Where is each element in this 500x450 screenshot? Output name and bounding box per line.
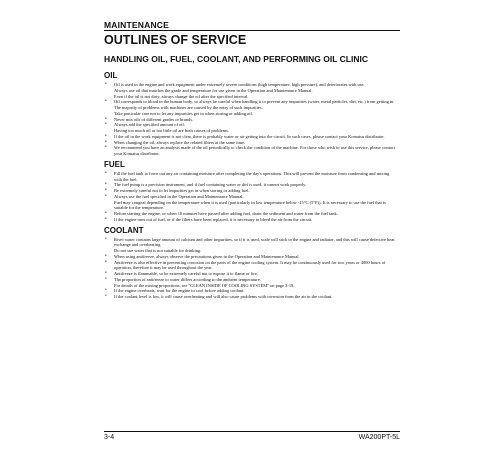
list-item [104,122,398,134]
bullet-text: Take particular care not to let any impurities get in when storing or adding oil. [114,110,253,116]
bullet-text: • Antifreeze is flammable, so be extremely careful not to expose it to flame or fire. [114,271,258,276]
list-item [104,171,398,183]
list-item [104,82,398,99]
bullet-text: • Fill the fuel tank to force out any air containing moisture after completing the day's operations. This will prevent the moisture from condensing and mixing with the fuel. [114,170,390,182]
list-item [104,145,398,157]
section-heading: COOLANT [104,225,144,235]
bullet-text: • Before starting the engine, or when 10 minutes have passed after adding fuel, drain the sediment and water from the fuel tank. [114,211,338,216]
section-label: MAINTENANCE [104,20,170,30]
page-title: OUTLINES OF SERVICE [104,33,247,47]
model-number: WA200PT-5L [358,434,400,441]
bullet-text: • If the oil in the work equipment is not clear, there is probably water or air getting into the circuit. In such cases, please contact your Komatsu distributor. [114,133,385,139]
section-fuel [104,160,398,223]
bullet-list [104,237,398,300]
list-item [104,99,398,116]
footer-rule [104,431,400,432]
bullet-text: • Oil is used in the engine and work equipment under extremely severe conditions (high temperature, high pressure), and deteriorates with use. [114,82,365,87]
bullet-text: Always use oil that matches the grade and temperature for use given in the Operation and Maintenance Manual. [114,87,313,93]
bullet-text: • If the coolant level is low, it will cause overheating and will also cause problems with corrosion from the air in the coolant. [114,294,333,299]
list-item [104,194,398,211]
bullet-text: • The proportion of antifreeze to water differs according to the ambient temperature. [114,276,261,282]
bullet-text: • Always use the fuel specified in the Operation and Maintenance Manual. [114,193,244,199]
bullet-text: • Antifreeze is also effective in preventing corrosion on the parts of the engine cooling system. It may be continuously used for two years or 4000 hours of operation, therefore it may be used throughout the year. [114,259,386,271]
bullet-text: • River water contains large amount of calcium and other impurities, so if it is used, scale will stick to the engine and radiator, and this will cause defective heat exchange and overheating. [114,236,395,248]
bullet-text: • Oil corresponds to blood in the human body, so always be careful when handling it to prevent any impurities (water, metal particles, dirt, etc.) from getting in. [114,99,395,105]
list-item [104,237,398,254]
bullet-text: • Be extremely careful not to let impurities get in when storing or adding fuel. [114,188,250,193]
section-heading: FUEL [104,159,125,169]
bullet-text: • The fuel pump is a precision instrument, and if fuel containing water or dirt is used, it cannot work properly. [114,182,307,188]
list-item [104,260,398,272]
list-item [104,277,398,289]
content-area [104,68,398,300]
bullet-text: • We recommend you have an analysis made of the oil periodically to check the condition of the machine. For those who wish to use this service, please contact your Komatsu distributor. [114,145,395,156]
section-heading: OIL [104,71,118,80]
page-subtitle: HANDLING OIL, FUEL, COOLANT, AND PERFORMING OIL CLINIC [104,54,368,64]
bullet-text: Having too much oil or too little oil are both causes of problems. [114,128,229,133]
bullet-text: • Never mix oils of different grades or brands. [114,116,194,122]
bullet-text: Even if the oil is not dirty, always change the oil after the specified interval. [114,93,249,99]
bullet-text: • Always add the specified amount of oil. [114,122,185,128]
bullet-text: • If the engine overheats, wait for the engine to cool before adding coolant. [114,288,245,294]
list-item [104,217,398,223]
bullet-text: • When changing the oil, always replace the related filters at the same time. [114,139,246,145]
bullet-text: • When using antifreeze, always observe the precautions given in the Operation and Maintenance Manual. [114,253,300,259]
bullet-list [104,82,398,157]
bullet-text: • If the engine runs out of fuel, or if the filters have been replaced, it is necessary to bleed the air from the circuit. [114,216,313,222]
page-number: 3-4 [104,434,115,441]
section-coolant [104,226,398,300]
bullet-text: Fuel may congeal depending on the temperature when it is used (particularly in low temperature below -15°C (5°F)). It is necessary to use the fuel that is suitable for the temperature. [114,199,386,211]
section-oil [104,71,398,157]
list-item [104,294,398,300]
bullet-text: Do not use water that is not suitable for drinking. [114,248,202,253]
bullet-list [104,171,398,223]
bullet-text: The majority of problems with machines are caused by the entry of such impurities. [114,105,263,110]
header-rule [104,30,400,31]
bullet-text: For details of the mixing proportions, see "CLEAN INSIDE OF COOLING SYSTEM" on page 3-19. [114,282,295,288]
